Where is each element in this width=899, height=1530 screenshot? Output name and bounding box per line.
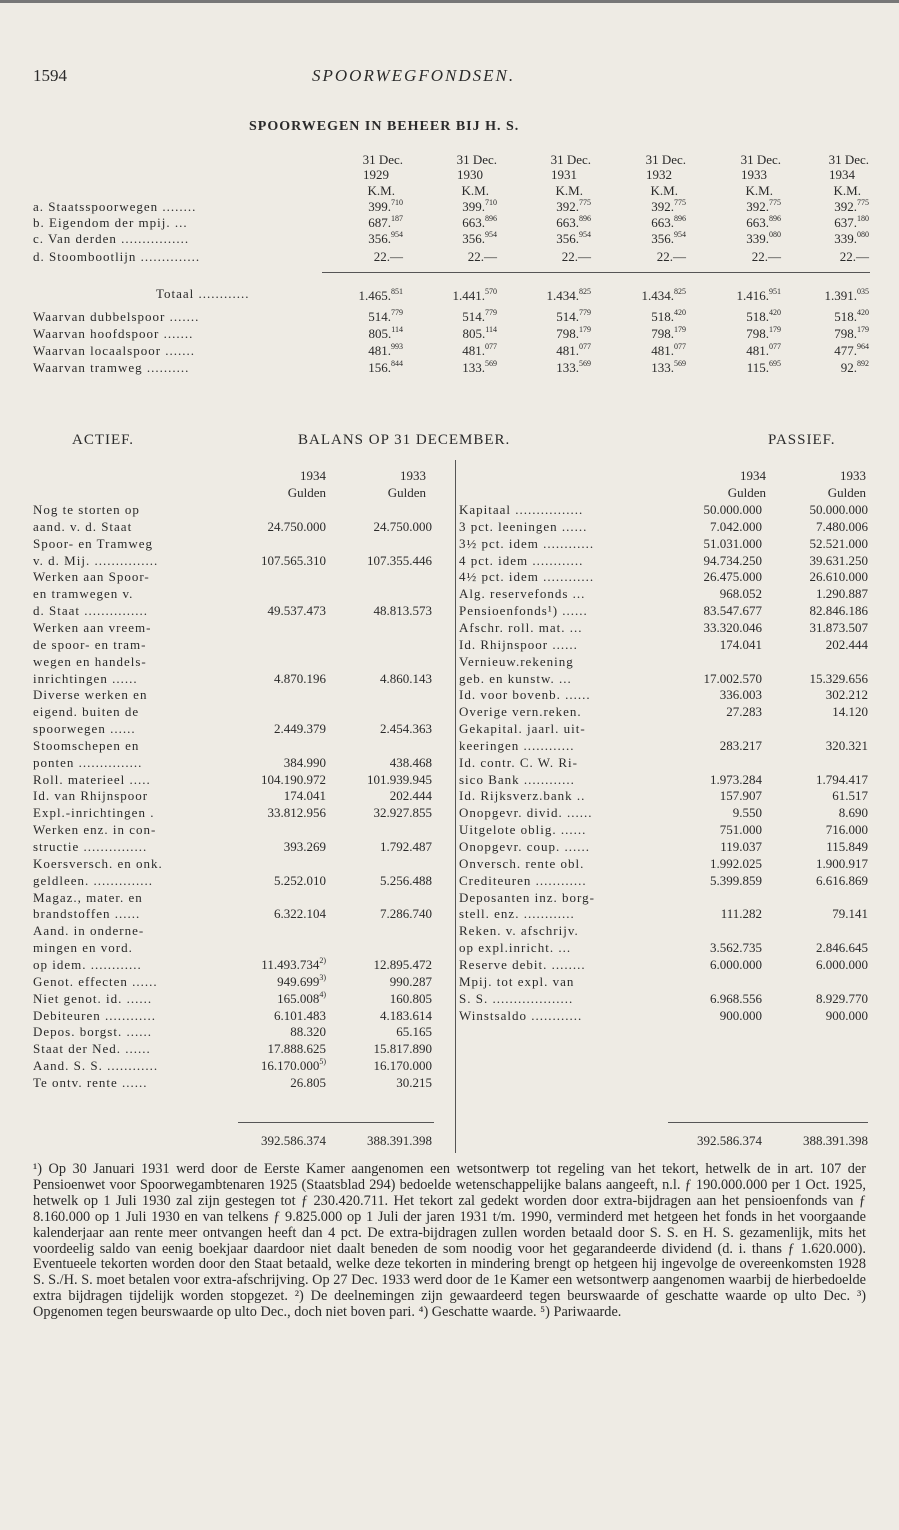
passief-label: Id. Rhijnspoor ...... bbox=[459, 636, 578, 652]
passief-label: Kapitaal ................ bbox=[459, 502, 584, 517]
actief-label: de spoor- en tram- bbox=[33, 636, 147, 652]
passief-value-1934: 26.475.000 bbox=[703, 569, 762, 585]
passief-value-1933: 7.480.006 bbox=[816, 518, 868, 534]
row-label: a. Staatsspoorwegen ........ bbox=[33, 199, 197, 214]
passief-value-1934: 174.041 bbox=[719, 636, 762, 652]
passief-label: Uitgelote oblig. ...... bbox=[459, 822, 587, 838]
passief-value-1934: 6.000.000 bbox=[710, 956, 762, 972]
actief-value-1933: 32.927.855 bbox=[373, 805, 432, 821]
passief-value-1933: 8.929.770 bbox=[816, 990, 868, 1006]
col-header-year: 1931 bbox=[551, 167, 577, 182]
passief-value-1934: 336.003 bbox=[719, 687, 762, 703]
passief-value-1933: 900.000 bbox=[825, 1007, 868, 1023]
passief-value-1933: 8.690 bbox=[838, 805, 868, 821]
actief-value-1934: 393.269 bbox=[283, 839, 326, 854]
actief-label: Niet genot. id. ...... bbox=[33, 990, 153, 1006]
actief-value-1933: 16.170.000 bbox=[373, 1058, 432, 1074]
row-value: 22.— bbox=[656, 249, 686, 264]
actief-total-1934: 392.586.374 bbox=[261, 1133, 326, 1148]
waarvan-value: 477.$^{964}$ bbox=[834, 342, 869, 358]
col-header-year: 1933 bbox=[741, 167, 767, 182]
col-header-date: 31 Dec. bbox=[550, 152, 591, 167]
passief-value-1934: 1.992.025 bbox=[710, 855, 762, 871]
actief-value-1934: 6.322.104 bbox=[274, 906, 326, 922]
row-value: 22.— bbox=[467, 249, 497, 264]
actief-label: op idem. ............ bbox=[33, 956, 142, 972]
actief-value-1934: 5.252.010 bbox=[274, 872, 326, 888]
passief-label: Gekapital. jaarl. uit- bbox=[459, 721, 586, 737]
actief-label: mingen en vord. bbox=[33, 940, 133, 956]
passief-value-1934: 6.968.556 bbox=[710, 990, 762, 1006]
passief-value-1933: 2.846.645 bbox=[816, 940, 868, 956]
passief-value-1934: 17.002.570 bbox=[703, 670, 762, 686]
row-label: b. Eigendom der mpij. ... bbox=[33, 215, 188, 230]
actief-value-1934: 174.041 bbox=[283, 788, 326, 804]
passief-value-1933: 115.849 bbox=[826, 839, 868, 854]
passief-value-1933: 320.321 bbox=[825, 737, 868, 753]
actief-label: Roll. materieel ..... bbox=[33, 771, 151, 787]
actief-label: inrichtingen ...... bbox=[33, 670, 138, 686]
passief-value-1934: 751.000 bbox=[719, 822, 762, 838]
actief-label: Magaz., mater. en bbox=[33, 889, 143, 905]
passief-value-1933: 26.610.000 bbox=[809, 569, 868, 585]
row-value: 356.$^{954}$ bbox=[556, 230, 591, 246]
actief-value-1933: 202.444 bbox=[389, 788, 432, 804]
actief-label: en tramwegen v. bbox=[33, 586, 134, 602]
actief-label: Id. van Rhijnspoor bbox=[33, 788, 149, 804]
actief-total-1933: 388.391.398 bbox=[367, 1133, 432, 1148]
waarvan-value: 518.$^{420}$ bbox=[651, 308, 686, 324]
passief-label: Onopgevr. coup. ...... bbox=[459, 839, 591, 854]
waarvan-value: 481.$^{077}$ bbox=[556, 342, 591, 358]
row-value: 637.$^{180}$ bbox=[834, 214, 869, 230]
actief-label: d. Staat ............... bbox=[33, 603, 148, 619]
col-header-unit: K.M. bbox=[461, 183, 489, 198]
passief-value-1934: 157.907 bbox=[719, 788, 762, 804]
actief-value-1933: 12.895.472 bbox=[373, 956, 432, 972]
col-header-year: 1930 bbox=[457, 167, 483, 182]
total-value: 1.434.$^{825}$ bbox=[546, 287, 591, 303]
footnote: ¹) Op 30 Januari 1931 werd door de Eerste Kamer aangenomen een wetsontwerp tot regeling van het tekort, hetwelk de in art. 107 der Pensioenwet voor Spoorwegambtenaren 1925 (Staatsblad 294) bedoelde wetenschappelijke balans aangeeft, n.l. ƒ 190.000.000 per 1 Oct. 1925, hetwelk op 1 Juli 1930 zal zijn gestegen tot ƒ 230.420.711. Het tekort zal gedekt worden door extra-bijdragen aan het pensioenfonds van ƒ 8.160.000 op 1 Juli 1930 en van telkens ƒ 9.825.000 op 1 Juli der jaren 1931 t/m. 1990, verminderd met hetgeen het fonds in het voorgaande kalenderjaar aan rente meer ontvangen heeft dan 4 pct. De extra-bijdragen zullen worden betaald door S. S. en H. S. gezamenlijk, mits het voordeelig saldo van eenig boekjaar daardoor niet daalt beneden de som noodig voor het gegarandeerde dividend (d. i. thans ƒ 1.620.000). Eventueele tekorten worden door den Staat betaald, welke deze tekorten in mindering brengt op hetgeen hij ingevolge de overeenkomsten 1928 S. S./H. S. moet betalen voor extra-afschrijving. Op 27 Dec. 1933 werd door de 1e Kamer een wetsontwerp aangenomen waarbij de hierbedoelde extra bijdragen tijdelijk worden stopgezet. ²) De deelnemingen zijn gewaardeerd tegen beurswaarde of geschatte waarde op ulto Dec. ³) Opgenomen tegen beurswaarde op ulto Dec., doch niet boven pari. ⁴) Geschatte waarde. ⁵) Pariwaarde. bbox=[33, 1161, 866, 1321]
row-value: 399.$^{710}$ bbox=[368, 198, 403, 214]
passief-total-rule bbox=[668, 1122, 868, 1123]
actief-value-1934: 26.805 bbox=[290, 1074, 326, 1090]
actief-value-1933: 4.183.614 bbox=[380, 1007, 432, 1023]
waarvan-value: 481.$^{077}$ bbox=[746, 342, 781, 358]
passief-label: Pensioenfonds¹) ...... bbox=[459, 603, 588, 619]
passief-value-1933: 39.631.250 bbox=[809, 552, 868, 568]
passief-value-1934: 968.052 bbox=[719, 586, 762, 602]
passief-value-1933: 1.900.917 bbox=[816, 855, 868, 871]
actief-value-1933: 107.355.446 bbox=[367, 552, 432, 568]
passief-label: Alg. reservefonds ... bbox=[459, 586, 586, 602]
actief-label: Diverse werken en bbox=[33, 687, 148, 703]
actief-year-1934: 1934 bbox=[300, 468, 326, 483]
passief-value-1934: 900.000 bbox=[719, 1007, 762, 1023]
passief-value-1933: 716.000 bbox=[825, 822, 868, 838]
col-header-date: 31 Dec. bbox=[645, 152, 686, 167]
actief-label: Aand. in onderne- bbox=[33, 923, 145, 939]
waarvan-value: 481.$^{077}$ bbox=[651, 342, 686, 358]
actief-label: Te ontv. rente ...... bbox=[33, 1074, 148, 1090]
waarvan-value: 133.$^{569}$ bbox=[556, 359, 591, 375]
waarvan-label: Waarvan locaalspoor ....... bbox=[33, 343, 196, 358]
row-label: d. Stoombootlijn .............. bbox=[33, 249, 201, 264]
passief-title: PASSIEF. bbox=[768, 432, 836, 448]
col-header-unit: K.M. bbox=[650, 183, 678, 198]
actief-label: Nog te storten op bbox=[33, 502, 140, 517]
waarvan-value: 115.$^{695}$ bbox=[746, 359, 781, 375]
total-value: 1.434.$^{825}$ bbox=[641, 287, 686, 303]
waarvan-label: Waarvan hoofdspoor ....... bbox=[33, 326, 194, 341]
waarvan-value: 133.$^{569}$ bbox=[651, 359, 686, 375]
passief-label: 3 pct. leeningen ...... bbox=[459, 518, 588, 534]
waarvan-value: 156.$^{844}$ bbox=[368, 359, 403, 375]
waarvan-value: 481.$^{993}$ bbox=[368, 342, 403, 358]
actief-value-1933: 15.817.890 bbox=[373, 1041, 432, 1057]
actief-label: Werken enz. in con- bbox=[33, 822, 157, 838]
actief-label: structie ............... bbox=[33, 839, 148, 854]
waarvan-label: Waarvan tramweg .......... bbox=[33, 360, 190, 375]
total-value: 1.465.$^{851}$ bbox=[358, 287, 403, 303]
actief-label: v. d. Mij. ............... bbox=[33, 552, 159, 568]
passief-total-1933: 388.391.398 bbox=[803, 1133, 868, 1148]
passief-value-1934: 51.031.000 bbox=[703, 535, 762, 551]
waarvan-value: 798.$^{179}$ bbox=[651, 325, 686, 341]
waarvan-value: 481.$^{077}$ bbox=[462, 342, 497, 358]
actief-value-1934: 49.537.473 bbox=[267, 603, 326, 619]
row-label: c. Van derden ................ bbox=[33, 231, 190, 246]
running-title: SPOORWEGFONDSEN. bbox=[312, 66, 516, 85]
passief-value-1934: 9.550 bbox=[732, 805, 762, 821]
row-value: 663.$^{896}$ bbox=[651, 214, 686, 230]
col-header-unit: K.M. bbox=[833, 183, 861, 198]
passief-label: 4 pct. idem ............ bbox=[459, 552, 584, 568]
passief-value-1933: 52.521.000 bbox=[809, 535, 868, 551]
passief-label: op expl.inricht. ... bbox=[459, 940, 572, 956]
actief-value-1933: 1.792.487 bbox=[380, 839, 432, 854]
passief-label: Id. Rijksverz.bank .. bbox=[459, 788, 586, 804]
row-value: 663.$^{896}$ bbox=[462, 214, 497, 230]
passief-value-1933: 82.846.186 bbox=[809, 603, 868, 619]
actief-value-1934: 384.990 bbox=[283, 754, 326, 770]
total-value: 1.391.$^{035}$ bbox=[824, 287, 869, 303]
passief-value-1933: 50.000.000 bbox=[809, 502, 868, 517]
actief-label: Staat der Ned. ...... bbox=[33, 1041, 151, 1057]
actief-value-1933: 990.287 bbox=[389, 973, 432, 989]
passief-value-1934: 3.562.735 bbox=[710, 940, 762, 956]
row-value: 392.$^{775}$ bbox=[556, 198, 591, 214]
passief-unit-1934: Gulden bbox=[727, 485, 766, 500]
passief-unit-1933: Gulden bbox=[827, 485, 866, 500]
col-header-year: 1934 bbox=[829, 167, 855, 182]
passief-value-1933: 1.794.417 bbox=[816, 771, 868, 787]
actief-value-1934: 2.449.379 bbox=[274, 721, 326, 737]
actief-label: Werken aan Spoor- bbox=[33, 569, 150, 585]
passief-label: Mpij. tot expl. van bbox=[459, 973, 575, 989]
passief-value-1934: 111.282 bbox=[720, 906, 762, 922]
col-header-date: 31 Dec. bbox=[456, 152, 497, 167]
balance-title: BALANS OP 31 DECEMBER. bbox=[298, 432, 511, 448]
row-value: 22.— bbox=[561, 249, 591, 264]
top-border bbox=[0, 0, 899, 3]
actief-value-1933: 30.215 bbox=[396, 1074, 432, 1090]
actief-label: spoorwegen ...... bbox=[33, 721, 136, 737]
total-rule bbox=[322, 272, 870, 273]
actief-label: Stoomschepen en bbox=[33, 737, 140, 753]
actief-value-1933: 5.256.488 bbox=[380, 872, 432, 888]
passief-value-1933: 14.120 bbox=[832, 704, 868, 720]
actief-total-rule bbox=[238, 1122, 434, 1123]
actief-label: Debiteuren ............ bbox=[33, 1007, 157, 1023]
row-value: 356.$^{954}$ bbox=[368, 230, 403, 246]
passief-label: Reken. v. afschrijv. bbox=[459, 923, 579, 939]
actief-value-1933: 160.805 bbox=[389, 990, 432, 1006]
row-value: 356.$^{954}$ bbox=[651, 230, 686, 246]
passief-label: Reserve debit. ........ bbox=[459, 956, 586, 972]
actief-value-1933: 7.286.740 bbox=[380, 906, 432, 922]
passief-value-1934: 83.547.677 bbox=[703, 603, 762, 619]
passief-value-1934: 94.734.250 bbox=[703, 552, 762, 568]
row-value: 392.$^{775}$ bbox=[746, 198, 781, 214]
passief-value-1933: 302.212 bbox=[825, 687, 868, 703]
waarvan-value: 92.$^{892}$ bbox=[840, 359, 869, 375]
actief-label: aand. v. d. Staat bbox=[33, 518, 133, 534]
waarvan-value: 805.$^{114}$ bbox=[368, 325, 403, 341]
actief-year-1933: 1933 bbox=[400, 468, 426, 483]
actief-value-1934: 6.101.483 bbox=[274, 1007, 326, 1023]
actief-label: wegen en handels- bbox=[33, 653, 147, 669]
actief-value-1934: 107.565.310 bbox=[261, 552, 326, 568]
actief-value-1934: 33.812.956 bbox=[267, 805, 326, 821]
passief-value-1933: 6.000.000 bbox=[816, 956, 868, 972]
col-header-date: 31 Dec. bbox=[362, 152, 403, 167]
actief-label: eigend. buiten de bbox=[33, 704, 140, 720]
passief-total-1934: 392.586.374 bbox=[697, 1133, 762, 1148]
actief-label: Werken aan vreem- bbox=[33, 619, 152, 635]
waarvan-value: 514.$^{779}$ bbox=[368, 308, 403, 324]
actief-title: ACTIEF. bbox=[72, 432, 135, 448]
row-value: 22.— bbox=[839, 249, 869, 264]
col-header-year: 1932 bbox=[646, 167, 672, 182]
center-divider bbox=[455, 460, 456, 1153]
col-header-year: 1929 bbox=[363, 167, 389, 182]
actief-label: Genot. effecten ...... bbox=[33, 973, 158, 989]
passief-label: stell. enz. ............ bbox=[459, 906, 575, 922]
passief-value-1933: 79.141 bbox=[832, 906, 868, 922]
row-value: 392.$^{775}$ bbox=[651, 198, 686, 214]
actief-unit-1934: Gulden bbox=[287, 485, 326, 500]
passief-label: Vernieuw.rekening bbox=[459, 653, 574, 669]
actief-value-1934: 949.699$^{3)}$ bbox=[277, 972, 326, 989]
actief-label: ponten ............... bbox=[33, 754, 143, 770]
passief-label: Crediteuren ............ bbox=[459, 872, 587, 888]
passief-value-1934: 119.037 bbox=[720, 839, 762, 854]
waarvan-value: 514.$^{779}$ bbox=[462, 308, 497, 324]
actief-value-1934: 104.190.972 bbox=[261, 771, 326, 787]
actief-value-1934: 24.750.000 bbox=[267, 518, 326, 534]
row-value: 687.$^{187}$ bbox=[368, 214, 403, 230]
passief-value-1934: 1.973.284 bbox=[710, 771, 762, 787]
passief-label: Afschr. roll. mat. ... bbox=[459, 619, 583, 635]
col-header-date: 31 Dec. bbox=[740, 152, 781, 167]
passief-label: Id. voor bovenb. ...... bbox=[459, 687, 591, 703]
passief-value-1934: 50.000.000 bbox=[703, 502, 762, 517]
passief-label: Id. contr. C. W. Ri- bbox=[459, 754, 578, 770]
actief-label: Aand. S. S. ............ bbox=[33, 1058, 159, 1074]
row-value: 663.$^{896}$ bbox=[556, 214, 591, 230]
passief-value-1934: 27.283 bbox=[726, 704, 762, 720]
passief-value-1934: 33.320.046 bbox=[703, 619, 762, 635]
passief-value-1933: 6.616.869 bbox=[816, 872, 868, 888]
page-number: 1594 bbox=[33, 66, 67, 85]
passief-value-1934: 5.399.859 bbox=[710, 872, 762, 888]
row-value: 399.$^{710}$ bbox=[462, 198, 497, 214]
actief-value-1933: 438.468 bbox=[389, 754, 432, 770]
actief-label: Koersversch. en onk. bbox=[33, 855, 163, 871]
col-header-unit: K.M. bbox=[367, 183, 395, 198]
passief-label: Overige vern.reken. bbox=[459, 704, 582, 720]
waarvan-label: Waarvan dubbelspoor ....... bbox=[33, 309, 200, 324]
actief-label: geldleen. .............. bbox=[33, 872, 154, 888]
actief-value-1934: 4.870.196 bbox=[274, 670, 326, 686]
actief-value-1934: 17.888.625 bbox=[267, 1041, 326, 1057]
passief-label: Onversch. rente obl. bbox=[459, 855, 585, 871]
passief-label: keeringen ............ bbox=[459, 737, 575, 753]
row-value: 22.— bbox=[373, 249, 403, 264]
passief-year-1933: 1933 bbox=[840, 468, 866, 483]
actief-value-1933: 48.813.573 bbox=[373, 603, 432, 619]
passief-label: sico Bank ............ bbox=[459, 771, 575, 787]
actief-label: brandstoffen ...... bbox=[33, 906, 141, 922]
actief-label: Expl.-inrichtingen . bbox=[33, 805, 155, 821]
passief-label: 3½ pct. idem ............ bbox=[459, 535, 595, 551]
waarvan-value: 518.$^{420}$ bbox=[746, 308, 781, 324]
row-value: 22.— bbox=[751, 249, 781, 264]
waarvan-value: 133.$^{569}$ bbox=[462, 359, 497, 375]
col-header-unit: K.M. bbox=[745, 183, 773, 198]
passief-value-1933: 61.517 bbox=[832, 788, 868, 804]
passief-label: Deposanten inz. borg- bbox=[459, 889, 595, 905]
passief-label: Onopgevr. divid. ...... bbox=[459, 805, 593, 821]
actief-value-1934: 16.170.000$^{5)}$ bbox=[260, 1057, 326, 1074]
section-title: SPOORWEGEN IN BEHEER BIJ H. S. bbox=[249, 119, 520, 134]
actief-value-1933: 65.165 bbox=[396, 1024, 432, 1040]
passief-value-1933: 1.290.887 bbox=[816, 586, 868, 602]
waarvan-value: 518.$^{420}$ bbox=[834, 308, 869, 324]
waarvan-value: 514.$^{779}$ bbox=[556, 308, 591, 324]
actief-value-1934: 165.008$^{4)}$ bbox=[277, 989, 326, 1006]
waarvan-value: 798.$^{179}$ bbox=[556, 325, 591, 341]
actief-label: Depos. borgst. ...... bbox=[33, 1024, 152, 1040]
passief-label: 4½ pct. idem ............ bbox=[459, 569, 595, 585]
actief-value-1934: 88.320 bbox=[290, 1024, 326, 1040]
passief-label: S. S. ................... bbox=[459, 990, 574, 1006]
waarvan-value: 798.$^{179}$ bbox=[746, 325, 781, 341]
passief-label: geb. en kunstw. ... bbox=[459, 670, 572, 686]
row-value: 339.$^{080}$ bbox=[834, 230, 869, 246]
actief-value-1933: 24.750.000 bbox=[373, 518, 432, 534]
passief-value-1933: 31.873.507 bbox=[809, 619, 868, 635]
passief-year-1934: 1934 bbox=[740, 468, 766, 483]
col-header-unit: K.M. bbox=[555, 183, 583, 198]
passief-value-1933: 15.329.656 bbox=[809, 670, 868, 686]
passief-value-1934: 7.042.000 bbox=[710, 518, 762, 534]
row-value: 392.$^{775}$ bbox=[834, 198, 869, 214]
actief-value-1933: 2.454.363 bbox=[380, 721, 432, 737]
actief-value-1933: 101.939.945 bbox=[367, 771, 432, 787]
actief-unit-1933: Gulden bbox=[387, 485, 426, 500]
row-value: 356.$^{954}$ bbox=[462, 230, 497, 246]
actief-label: Spoor- en Tramweg bbox=[33, 535, 154, 551]
total-value: 1.441.$^{570}$ bbox=[452, 287, 497, 303]
passief-value-1933: 202.444 bbox=[825, 636, 868, 652]
waarvan-value: 798.$^{179}$ bbox=[834, 325, 869, 341]
col-header-date: 31 Dec. bbox=[828, 152, 869, 167]
total-label: Totaal ............ bbox=[156, 286, 250, 301]
row-value: 339.$^{080}$ bbox=[746, 230, 781, 246]
passief-value-1934: 283.217 bbox=[719, 737, 762, 753]
total-value: 1.416.$^{951}$ bbox=[736, 287, 781, 303]
actief-value-1933: 4.860.143 bbox=[380, 670, 432, 686]
waarvan-value: 805.$^{114}$ bbox=[462, 325, 497, 341]
row-value: 663.$^{896}$ bbox=[746, 214, 781, 230]
actief-value-1934: 11.493.734$^{2)}$ bbox=[261, 955, 326, 972]
passief-label: Winstsaldo ............ bbox=[459, 1007, 583, 1023]
